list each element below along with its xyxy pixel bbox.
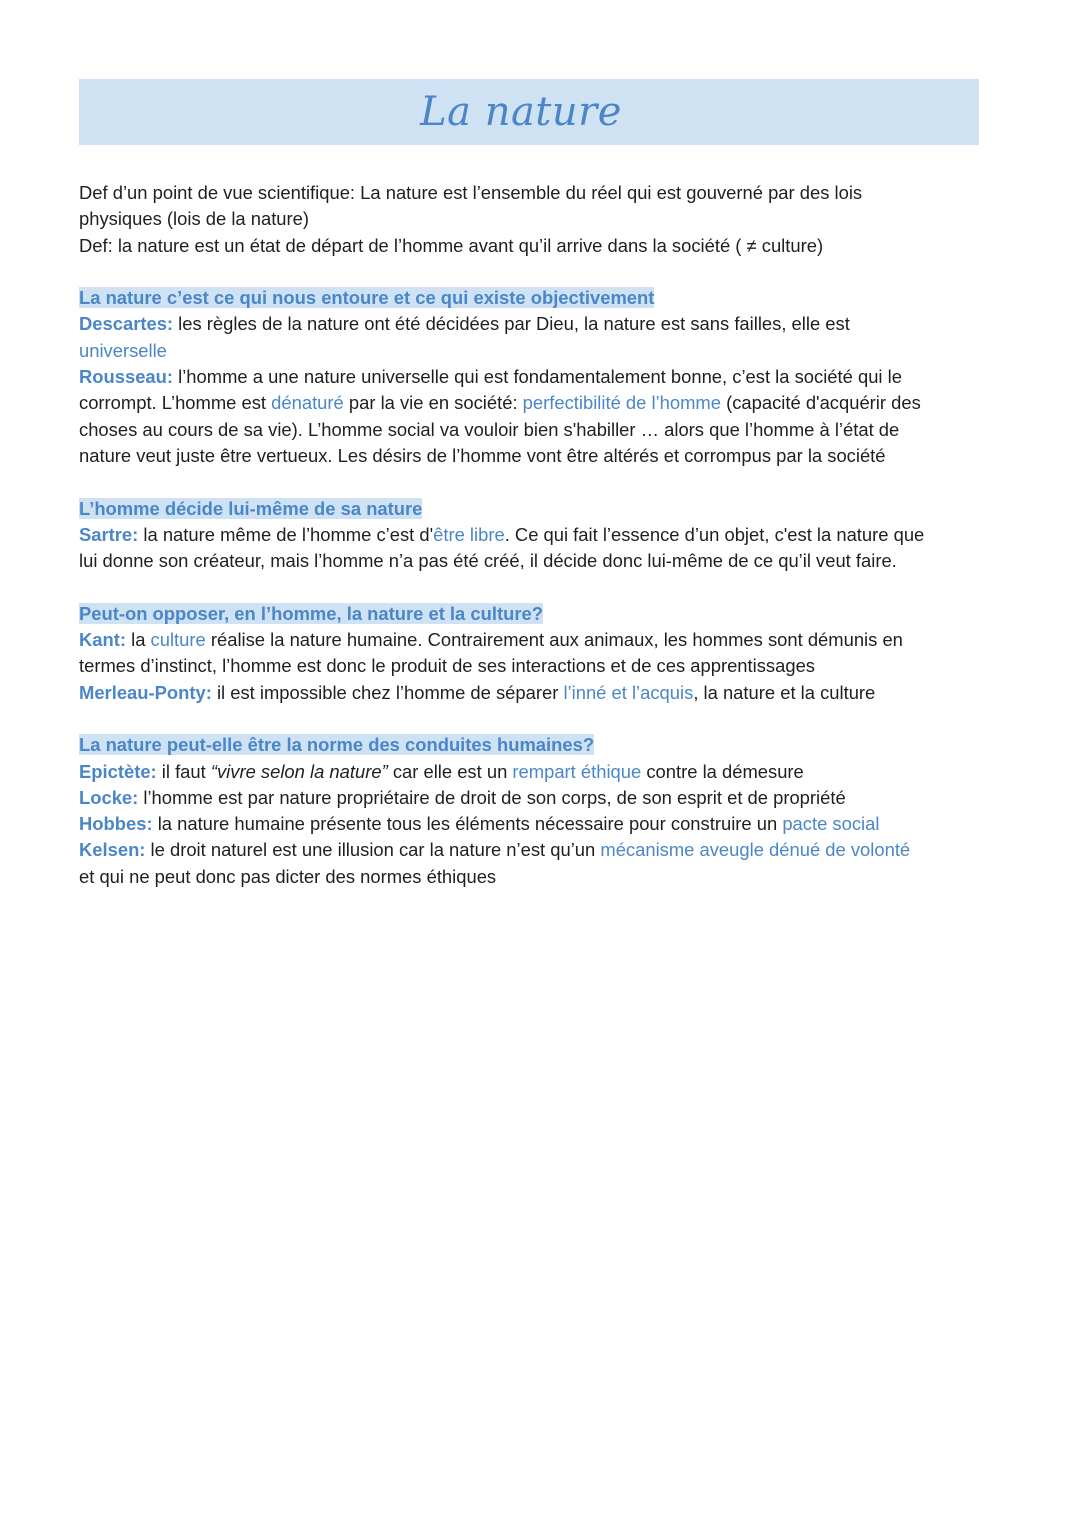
term-rempart-ethique: rempart éthique xyxy=(512,760,642,782)
text: réalise la nature humaine. Contrairement aux animaux, les hommes sont démunis en xyxy=(205,629,903,651)
term-inne-acquis: l’inné et l’acquis xyxy=(563,681,694,703)
term-pacte-social: pacte social xyxy=(782,813,880,835)
text: contre la démesure xyxy=(641,760,804,782)
text: la nature même de l’homme c’est d' xyxy=(138,523,434,545)
section-heading: La nature c’est ce qui nous entoure et ce qui existe objectivement xyxy=(79,287,655,309)
definition-scientific-line1: Def d’un point de vue scientifique: La nature est l’ensemble du réel qui est gouverné par des lois xyxy=(79,182,863,203)
text: (capacité d'acquérir des xyxy=(720,392,921,414)
section-heading: La nature peut-elle être la norme des conduites humaines? xyxy=(79,734,595,756)
text: . Ce qui fait l’essence d’un objet, c'est la nature que xyxy=(504,523,925,545)
term-culture: culture xyxy=(150,629,206,651)
author-descartes: Descartes: xyxy=(79,313,174,335)
text: la xyxy=(126,629,151,651)
text: lui donne son créateur, mais l’homme n’a pas été créé, il décide donc lui-même de ce qu’il veut faire. xyxy=(79,550,897,572)
section-norme-conduites xyxy=(79,732,999,890)
term-mecanisme-aveugle: mécanisme aveugle dénué de volonté xyxy=(600,839,911,861)
definition-scientific-line2: physiques (lois de la nature) xyxy=(79,208,310,230)
author-kelsen: Kelsen: xyxy=(79,839,146,861)
text: l’homme a une nature universelle qui est fondamentalement bonne, c’est la société qui le xyxy=(173,366,902,388)
term-denature: dénaturé xyxy=(271,392,344,414)
section-homme-decide xyxy=(79,496,999,575)
text: l’homme est par nature propriétaire de droit de son corps, de son esprit et de propriété xyxy=(138,786,846,808)
text: termes d’instinct, l’homme est donc le produit de ses interactions et de ces apprentissages xyxy=(79,655,816,677)
author-sartre: Sartre: xyxy=(79,523,139,545)
text: , la nature et la culture xyxy=(693,681,876,703)
term-perfectibilite: perfectibilité de l’homme xyxy=(522,392,721,414)
author-locke: Locke: xyxy=(79,786,139,808)
term-universelle: universelle xyxy=(79,339,167,361)
text: car elle est un xyxy=(387,760,513,782)
author-kant: Kant: xyxy=(79,629,126,651)
text: nature veut juste être vertueux. Les désirs de l’homme vont être altérés et corrompus par la société xyxy=(79,444,886,466)
section-nature-culture xyxy=(79,601,999,706)
section-heading: L’homme décide lui-même de sa nature xyxy=(79,497,423,519)
text: et qui ne peut donc pas dicter des normes éthiques xyxy=(79,865,497,887)
text: choses au cours de sa vie). L’homme social va vouloir bien s'habiller … alors que l’homme à l’état de xyxy=(79,418,900,440)
definition-state: Def: la nature est un état de départ de l’homme avant qu’il arrive dans la société ( ≠ culture) xyxy=(79,234,824,256)
page-title: La nature xyxy=(420,89,622,135)
text: par la vie en société: xyxy=(343,392,523,414)
text: les règles de la nature ont été décidées par Dieu, la nature est sans failles, elle est xyxy=(173,313,850,335)
author-epictete: Epictète: xyxy=(79,760,157,782)
section-nature-objective xyxy=(79,285,999,469)
author-merleau-ponty: Merleau-Ponty: xyxy=(79,681,212,703)
definition-paragraph xyxy=(79,180,999,259)
document-body xyxy=(79,180,999,890)
title-banner xyxy=(79,79,979,145)
text: corrompt. L’homme est xyxy=(79,392,272,414)
text: la nature humaine présente tous les éléments nécessaire pour construire un xyxy=(152,813,783,835)
author-rousseau: Rousseau: xyxy=(79,366,174,388)
section-heading: Peut-on opposer, en l’homme, la nature et la culture? xyxy=(79,602,543,624)
term-etre-libre: être libre xyxy=(433,523,505,545)
quote: “vivre selon la nature” xyxy=(210,760,388,782)
author-hobbes: Hobbes: xyxy=(79,813,153,835)
text: le droit naturel est une illusion car la nature n’est qu’un xyxy=(145,839,601,861)
text: il faut xyxy=(156,760,211,782)
document-page xyxy=(79,79,999,890)
text: il est impossible chez l’homme de séparer xyxy=(211,681,564,703)
